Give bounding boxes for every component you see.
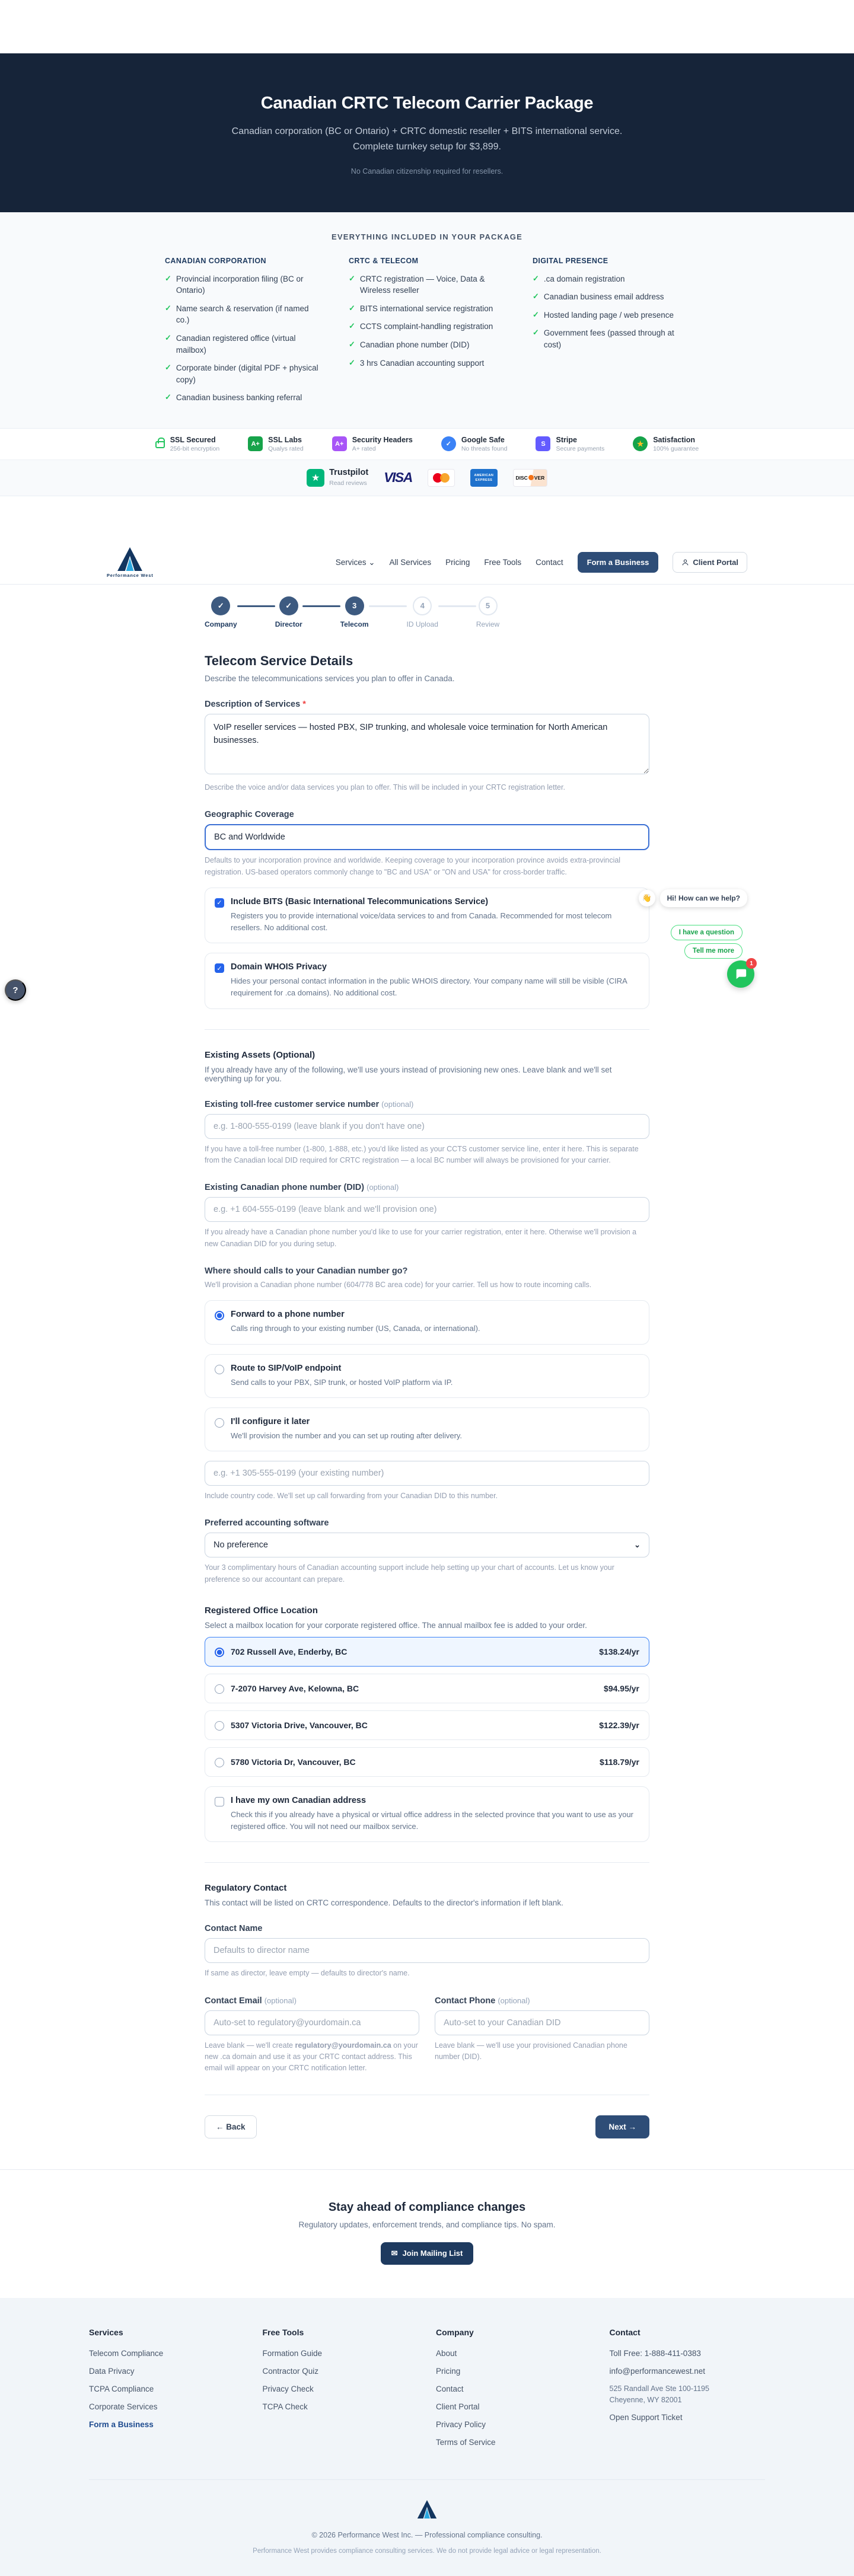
routing-subtitle: We'll provision a Canadian phone number (604/778 BC area code) for your carrier. Tell us how to route incoming calls. xyxy=(205,1281,592,1289)
main-navbar xyxy=(0,539,854,584)
radio-icon xyxy=(215,1648,224,1657)
included-item xyxy=(349,357,505,369)
step-connector xyxy=(302,605,340,607)
step-circle: 4 xyxy=(413,596,432,615)
geo-coverage-input[interactable] xyxy=(205,824,649,850)
footer-link[interactable]: Pricing xyxy=(436,2366,461,2376)
included-item xyxy=(349,273,505,296)
badge-label: SSL Secured xyxy=(170,435,216,444)
existing-assets-title: Existing Assets (Optional) xyxy=(205,1049,316,1060)
included-col-title: CRTC & TELECOM xyxy=(349,256,419,265)
chat-greeting-text: Hi! How can we help? xyxy=(660,889,747,907)
contact-name-input[interactable] xyxy=(205,1938,649,1963)
trustpilot-star-icon: ★ xyxy=(307,469,324,487)
step-circle: 5 xyxy=(479,596,498,615)
included-item-label: Canadian business email address xyxy=(543,292,664,302)
office-option[interactable] xyxy=(205,1674,649,1703)
included-item-label: 3 hrs Canadian accounting support xyxy=(359,358,485,368)
accounting-helper: Your 3 complimentary hours of Canadian accounting support include help setting up your chart of accounts. Let us know your preference so our accountant can prepare. xyxy=(205,1563,614,1584)
accounting-select[interactable] xyxy=(205,1533,649,1557)
office-price: $122.39/yr xyxy=(599,1720,639,1730)
routing-option-title: I'll configure it later xyxy=(231,1416,310,1426)
tollfree-label: Existing toll-free customer service number (optional) xyxy=(205,1099,414,1109)
routing-title: Where should calls to your Canadian number go? xyxy=(205,1266,408,1276)
contact-email-label: Contact Email (optional) xyxy=(205,1996,297,2006)
newsletter-title: Stay ahead of compliance changes xyxy=(328,2200,526,2214)
included-item xyxy=(533,309,689,321)
check-icon: ✓ xyxy=(349,273,355,283)
step-company[interactable]: ✓ Company xyxy=(205,596,237,628)
badge-sublabel: 256-bit encryption xyxy=(170,445,220,452)
package-included-section xyxy=(0,212,854,429)
chat-quick-reply-more[interactable]: Tell me more xyxy=(684,943,743,959)
wave-icon: 👋 xyxy=(639,890,655,906)
geo-coverage-label: Geographic Coverage xyxy=(205,810,294,820)
included-grid xyxy=(165,257,689,410)
step-connector xyxy=(438,605,476,607)
office-address: 5780 Victoria Dr, Vancouver, BC xyxy=(231,1757,356,1767)
footer-support-ticket-link[interactable]: Open Support Ticket xyxy=(609,2412,683,2422)
included-item xyxy=(349,339,505,351)
radio-icon xyxy=(215,1684,224,1694)
included-col-title: DIGITAL PRESENCE xyxy=(533,256,608,265)
included-item-label: Government fees (passed through at cost) xyxy=(543,328,674,350)
office-option[interactable] xyxy=(205,1747,649,1777)
nav-link[interactable]: Services ⌄ xyxy=(335,557,375,567)
included-item-label: BITS international service registration xyxy=(359,304,493,313)
footer-link[interactable]: Form a Business xyxy=(89,2419,154,2429)
step-telecom[interactable]: 3 Telecom xyxy=(340,596,369,628)
office-address: 5307 Victoria Drive, Vancouver, BC xyxy=(231,1720,368,1730)
chat-icon xyxy=(734,968,747,981)
included-item-label: .ca domain registration xyxy=(543,274,625,283)
forward-number-input[interactable] xyxy=(205,1461,649,1486)
included-item xyxy=(165,273,321,296)
badge-icon: A+ xyxy=(332,436,347,451)
logo-icon xyxy=(117,547,143,571)
did-input[interactable] xyxy=(205,1197,649,1222)
included-col-title: CANADIAN CORPORATION xyxy=(165,256,266,265)
visa-logo: VISA xyxy=(384,470,412,486)
check-icon: ✓ xyxy=(533,309,539,319)
radio-icon xyxy=(215,1418,224,1428)
footer-link[interactable]: Corporate Services xyxy=(89,2402,158,2411)
hero-banner xyxy=(0,53,854,212)
hero-subtitle: Canadian corporation (BC or Ontario) + CRTC domestic reseller + BITS international service. Complete turnkey setup for $3,899. xyxy=(231,126,623,152)
progress-stepper xyxy=(205,596,649,628)
office-option[interactable] xyxy=(205,1710,649,1740)
newsletter-subtitle: Regulatory updates, enforcement trends, and compliance tips. No spam. xyxy=(298,2220,556,2229)
footer-link[interactable]: TCPA Check xyxy=(262,2402,308,2411)
routing-option-title: Route to SIP/VoIP endpoint xyxy=(231,1363,342,1373)
included-item-label: CCTS complaint-handling registration xyxy=(359,322,493,331)
contact-phone-helper: Leave blank — we'll use your provisioned Canadian phone number (DID). xyxy=(435,2041,627,2061)
included-item-label: Hosted landing page / web presence xyxy=(543,310,674,320)
checkbox-checked-icon: ✓ xyxy=(215,898,224,908)
footer-col-title: Free Tools xyxy=(262,2327,304,2337)
included-col-digital xyxy=(533,257,689,410)
footer-link[interactable]: About xyxy=(436,2348,457,2358)
office-address: 7-2070 Harvey Ave, Kelowna, BC xyxy=(231,1683,359,1693)
included-item xyxy=(165,303,321,326)
form-a-business-button[interactable]: Form a Business xyxy=(578,552,659,573)
own-address-checkbox-card[interactable] xyxy=(205,1786,649,1842)
check-icon: ✓ xyxy=(165,273,171,283)
did-label: Existing Canadian phone number (DID) (optional) xyxy=(205,1183,399,1193)
regulatory-subtitle: This contact will be listed on CRTC correspondence. Defaults to the director's information if left blank. xyxy=(205,1898,563,1908)
footer-divider xyxy=(89,2479,765,2480)
mastercard-logo xyxy=(428,469,455,487)
office-price: $138.24/yr xyxy=(599,1646,639,1656)
footer-link[interactable]: Privacy Check xyxy=(262,2384,314,2393)
check-icon: ✓ xyxy=(349,321,355,331)
contact-name-label: Contact Name xyxy=(205,1924,263,1934)
check-icon: ✓ xyxy=(165,392,171,402)
included-item-label: Corporate binder (digital PDF + physical copy) xyxy=(176,363,318,384)
chat-quick-reply-question[interactable]: I have a question xyxy=(671,925,743,940)
routing-radio-card[interactable] xyxy=(205,1354,649,1398)
footer-logo-icon xyxy=(417,2500,437,2518)
form-subtitle: Describe the telecommunications services you plan to offer in Canada. xyxy=(205,673,455,683)
trustpilot-sublabel: Read reviews xyxy=(329,479,367,487)
radio-icon xyxy=(215,1311,224,1320)
hero-note: No Canadian citizenship required for resellers. xyxy=(350,167,504,175)
whois-title: Domain WHOIS Privacy xyxy=(231,962,327,972)
footer-col-title: Contact xyxy=(609,2327,640,2337)
brand-name: Performance West xyxy=(107,572,154,578)
step-circle: 3 xyxy=(345,596,364,615)
contact-phone-input[interactable] xyxy=(435,2010,649,2035)
page-footer xyxy=(0,2298,854,2576)
footer-link[interactable]: Telecom Compliance xyxy=(89,2348,164,2358)
badge-label: Security Headers xyxy=(352,435,413,444)
chat-launcher-button[interactable] xyxy=(727,960,754,988)
badge-icon: ✓ xyxy=(441,436,456,451)
discover-dot xyxy=(528,475,534,480)
trust-badge xyxy=(332,436,413,452)
routing-option-title: Forward to a phone number xyxy=(231,1310,345,1320)
footer-tollfree-link[interactable]: Toll Free: 1-888-411-0383 xyxy=(609,2348,701,2358)
accounting-selected-value: No preference xyxy=(214,1540,268,1550)
trust-badges-strip xyxy=(0,429,854,460)
description-helper: Describe the voice and/or data services you plan to offer. This will be included in your CRTC registration letter. xyxy=(205,783,565,791)
step-circle: ✓ xyxy=(279,596,298,615)
office-subtitle: Select a mailbox location for your corporate registered office. The annual mailbox fee is added to your order. xyxy=(205,1620,587,1630)
routing-option-desc: Send calls to your PBX, SIP trunk, or hosted VoIP platform via IP. xyxy=(231,1377,453,1387)
step-review[interactable]: 5 Review xyxy=(476,596,499,628)
telecom-form-section xyxy=(0,584,854,2169)
footer-link[interactable]: TCPA Compliance xyxy=(89,2384,154,2393)
amex-logo: AMERICAN EXPRESS xyxy=(470,469,498,487)
forward-number-helper: Include country code. We'll set up call forwarding from your Canadian DID to this number. xyxy=(205,1491,498,1500)
brand-logo[interactable] xyxy=(107,547,154,578)
badge-label: Satisfaction xyxy=(653,435,696,444)
office-price: $118.79/yr xyxy=(600,1757,639,1767)
top-spacer xyxy=(0,0,854,53)
routing-option-desc: Calls ring through to your existing number (US, Canada, or international). xyxy=(231,1324,480,1333)
bits-checkbox-card[interactable] xyxy=(205,888,649,943)
included-item-label: Name search & reservation (if named co.) xyxy=(176,304,309,325)
footer-col-tools xyxy=(263,2328,419,2456)
included-item xyxy=(533,327,689,350)
tollfree-helper: If you have a toll-free number (1-800, 1-888, etc.) you'd like listed as your CCTS customer service line, enter it here. This is separate from the Canadian local DID required for CRTC registration — a local BC number will always be provisioned for your carrier. xyxy=(205,1144,639,1164)
radio-icon xyxy=(215,1758,224,1767)
step-id-upload[interactable]: 4 ID Upload xyxy=(407,596,438,628)
routing-radio-card[interactable] xyxy=(205,1407,649,1451)
whois-checkbox-card[interactable] xyxy=(205,953,649,1008)
step-connector xyxy=(369,605,407,607)
step-circle: ✓ xyxy=(211,596,230,615)
office-title: Registered Office Location xyxy=(205,1605,318,1616)
trust-badge xyxy=(248,436,304,452)
discover-logo: DISC VER xyxy=(513,469,547,487)
included-item xyxy=(533,291,689,303)
badge-sublabel: 100% guarantee xyxy=(653,445,699,452)
badge-sublabel: Qualys rated xyxy=(268,445,304,452)
footer-col-title: Services xyxy=(89,2327,123,2337)
step-director[interactable]: ✓ Director xyxy=(275,596,302,628)
footer-col-services xyxy=(89,2328,245,2456)
footer-disclaimer: Performance West provides compliance consulting services. We do not provide legal advice or legal representation. xyxy=(253,2547,601,2555)
badge-icon: S xyxy=(536,436,550,451)
included-item xyxy=(349,303,505,315)
description-textarea[interactable] xyxy=(205,714,649,774)
footer-link[interactable]: Client Portal xyxy=(436,2402,480,2411)
radio-icon xyxy=(215,1365,224,1374)
included-item-label: Provincial incorporation filing (BC or Ontario) xyxy=(176,274,304,295)
client-portal-button[interactable]: Client Portal xyxy=(673,552,747,573)
badge-label: Stripe xyxy=(556,435,577,444)
tollfree-input[interactable] xyxy=(205,1114,649,1139)
check-icon: ✓ xyxy=(165,333,171,343)
footer-col-contact xyxy=(610,2328,766,2456)
included-item xyxy=(349,321,505,333)
footer-address-line1: 525 Randall Ave Ste 100-1195 xyxy=(609,2384,709,2393)
regulatory-title: Regulatory Contact xyxy=(205,1883,287,1894)
checkbox-checked-icon: ✓ xyxy=(215,963,224,973)
footer-email-link[interactable]: info@performancewest.net xyxy=(609,2366,706,2376)
required-asterisk: * xyxy=(302,699,306,709)
checkbox-unchecked-icon xyxy=(215,1797,224,1806)
check-icon: ✓ xyxy=(165,363,171,372)
nav-link[interactable]: Contact xyxy=(536,558,563,567)
trust-badge xyxy=(441,436,508,452)
badge-sublabel: A+ rated xyxy=(352,445,376,452)
check-icon: ✓ xyxy=(349,357,355,367)
footer-col-company xyxy=(436,2328,592,2456)
chat-greeting-bubble[interactable] xyxy=(639,889,747,907)
check-icon: ✓ xyxy=(165,303,171,312)
footer-col-title: Company xyxy=(436,2327,474,2337)
join-mailing-list-button[interactable]: ✉ Join Mailing List xyxy=(381,2242,474,2265)
office-price: $94.95/yr xyxy=(604,1683,639,1693)
check-icon: ✓ xyxy=(533,292,539,301)
form-title: Telecom Service Details xyxy=(205,653,353,668)
included-item xyxy=(165,392,321,404)
footer-link[interactable]: Terms of Service xyxy=(436,2437,496,2447)
page-title: Canadian CRTC Telecom Carrier Package xyxy=(260,94,594,113)
included-item xyxy=(165,333,321,356)
nav-link[interactable]: All Services xyxy=(389,558,432,567)
envelope-icon: ✉ xyxy=(391,2248,398,2258)
accounting-label: Preferred accounting software xyxy=(205,1518,329,1528)
included-header: EVERYTHING INCLUDED IN YOUR PACKAGE xyxy=(331,232,522,241)
did-helper: If you already have a Canadian phone number you'd like to use for your carrier registration, enter it here. Otherwise we'll provision a new Canadian DID for you during setup. xyxy=(205,1228,637,1248)
badge-icon: A+ xyxy=(248,436,263,451)
footer-link[interactable]: Contractor Quiz xyxy=(262,2366,319,2376)
trustpilot-badge[interactable] xyxy=(307,468,368,488)
badge-sublabel: Secure payments xyxy=(556,445,605,452)
check-icon: ✓ xyxy=(349,340,355,349)
trust-badge xyxy=(155,436,219,452)
section-divider xyxy=(205,1029,649,1030)
bits-title: Include BITS (Basic International Telecommunications Service) xyxy=(231,896,489,906)
next-button[interactable]: Next → xyxy=(595,2115,649,2138)
contact-phone-label: Contact Phone (optional) xyxy=(435,1996,530,2006)
check-icon: ✓ xyxy=(349,303,355,312)
section-divider xyxy=(205,1862,649,1863)
payment-logos-strip xyxy=(0,460,854,496)
existing-assets-subtitle: If you already have any of the following, we'll use yours instead of provisioning new ones. Leave blank and we'll set everything up for you. xyxy=(205,1065,612,1083)
bits-desc: Registers you to provide international voice/data services to and from Canada. Recommended for most telecom resellers. No additional cost. xyxy=(231,911,612,933)
trustpilot-label: Trustpilot xyxy=(329,467,369,477)
footer-copyright: © 2026 Performance West Inc. — Professional compliance consulting. xyxy=(311,2530,543,2539)
office-address: 702 Russell Ave, Enderby, BC xyxy=(231,1646,348,1656)
footer-link[interactable]: Privacy Policy xyxy=(436,2419,486,2429)
footer-address-line2: Cheyenne, WY 82001 xyxy=(609,2395,682,2404)
routing-option-desc: We'll provision the number and you can set up routing after delivery. xyxy=(231,1431,463,1440)
check-icon: ✓ xyxy=(533,328,539,337)
back-button[interactable]: ← Back xyxy=(205,2115,257,2138)
chat-unread-badge: 1 xyxy=(746,958,757,969)
badge-label: Google Safe xyxy=(461,435,505,444)
included-col-crtc xyxy=(349,257,505,410)
nav-link[interactable]: Pricing xyxy=(445,558,470,567)
contact-email-helper: Leave blank — we'll create regulatory@yourdomain.ca on your new .ca domain and use it as your CRTC contact address. This email will appear on your CRTC notification letter. xyxy=(205,2041,418,2073)
included-item xyxy=(165,362,321,385)
contact-name-helper: If same as director, leave empty — defaults to director's name. xyxy=(205,1969,410,1978)
included-item-label: Canadian phone number (DID) xyxy=(359,340,470,350)
radio-icon xyxy=(215,1721,224,1731)
person-icon xyxy=(681,558,689,566)
footer-link[interactable]: Formation Guide xyxy=(262,2348,323,2358)
chevron-down-icon: ⌄ xyxy=(634,1540,640,1550)
newsletter-section xyxy=(0,2169,854,2298)
check-icon: ✓ xyxy=(533,273,539,283)
included-item xyxy=(533,273,689,285)
accessibility-help-button[interactable]: ? xyxy=(5,979,26,1001)
footer-link[interactable]: Contact xyxy=(436,2384,464,2393)
nav-link[interactable]: Free Tools xyxy=(484,558,522,567)
badge-label: SSL Labs xyxy=(268,435,302,444)
trust-badge xyxy=(633,436,699,452)
badge-icon xyxy=(155,441,165,448)
contact-email-input[interactable] xyxy=(205,2010,419,2035)
geo-coverage-helper: Defaults to your incorporation province and worldwide. Keeping coverage to your incorporation province avoids extra-provincial registration. US-based operators commonly change to "BC and USA" or "ON and USA" for cross-border traffic. xyxy=(205,856,621,876)
included-item-label: Canadian registered office (virtual mailbox) xyxy=(176,334,296,355)
routing-radio-card[interactable] xyxy=(205,1300,649,1344)
badge-icon: ★ xyxy=(633,436,648,451)
own-address-desc: Check this if you already have a physical or virtual office address in the selected province that you want to use as your registered office. You will not need our mailbox service. xyxy=(231,1809,634,1831)
included-item-label: CRTC registration — Voice, Data & Wireless reseller xyxy=(359,274,485,295)
own-address-title: I have my own Canadian address xyxy=(231,1795,367,1805)
office-option[interactable] xyxy=(205,1637,649,1667)
whois-desc: Hides your personal contact information in the public WHOIS directory. Your company name will still be visible (CIRA requirement for .ca domains). No additional cost. xyxy=(231,976,627,998)
step-connector xyxy=(237,605,275,607)
badge-sublabel: No threats found xyxy=(461,445,508,452)
trust-badge xyxy=(536,436,604,452)
footer-link[interactable]: Data Privacy xyxy=(89,2366,135,2376)
description-label: Description of Services * xyxy=(205,699,306,709)
included-col-corporation xyxy=(165,257,321,410)
included-item-label: Canadian business banking referral xyxy=(176,393,302,403)
